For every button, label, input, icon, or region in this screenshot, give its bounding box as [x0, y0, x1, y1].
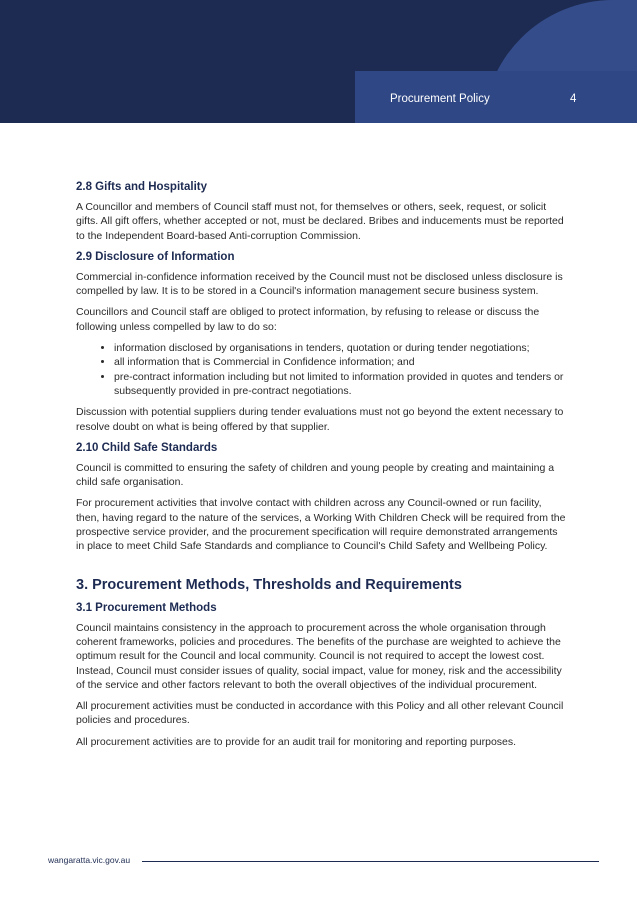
- section-disclosure-information: [76, 250, 566, 434]
- section-heading: 2.9 Disclosure of Information: [76, 250, 235, 263]
- section-heading: 3.1 Procurement Methods: [76, 601, 217, 614]
- paragraph: All procurement activities are to provide for an audit trail for monitoring and reporting purposes.: [76, 735, 517, 748]
- paragraph: All procurement activities must be conducted in accordance with this Policy and all other relevant Council policies and procedures.: [76, 700, 564, 727]
- document-title: Procurement Policy: [390, 93, 490, 105]
- list-item: • all information that is Commercial in Confidence information; and: [114, 355, 566, 369]
- section-procurement-methods-thresholds: [76, 576, 566, 749]
- bullet-list: [76, 341, 566, 398]
- paragraph: Discussion with potential suppliers during tender evaluations must not go beyond the extent necessary to resolve doubt on what is being offered by that supplier.: [76, 406, 564, 433]
- list-item: • pre-contract information including but not limited to information provided in quotes and tenders or subsequently provided in pre-contract negotiations.: [114, 370, 566, 399]
- paragraph: Council is committed to ensuring the safety of children and young people by creating and maintaining a child safe organisation.: [76, 461, 555, 489]
- paragraph: Commercial in-confidence information received by the Council must not be disclosed unless disclosure is compelled by law. It is to be stored in a Council's information management secure business system.: [76, 270, 563, 298]
- section-child-safe-standards: [76, 441, 566, 554]
- paragraph: For procurement activities that involve contact with children across any Council-owned or run facility, then, having regard to the nature of the services, a Working With Children Check will be required from the prospective service provider, and the procurement specification will require demonstrated arrangements in place to meet Child Safe Standards and compliance to Council's Child Safety and Wellbeing Policy.: [76, 497, 566, 553]
- page-number: 4: [570, 93, 577, 105]
- paragraph: A Councillor and members of Council staff must not, for themselves or others, seek, request, or solicit gifts. All gift offers, whether accepted or not, must be declared. Bribes and inducements must be reported to the Independent Board-based Anti-corruption Commission.: [76, 201, 564, 242]
- section-heading: 2.10 Child Safe Standards: [76, 441, 218, 454]
- page-content: [76, 180, 566, 756]
- chapter-heading: 3. Procurement Methods, Thresholds and Requirements: [76, 576, 462, 593]
- footer-url: wangaratta.vic.gov.au: [48, 855, 131, 865]
- paragraph: Councillors and Council staff are obliged to protect information, by refusing to release or discuss the following unless compelled by law to do so:: [76, 306, 540, 333]
- page-header: [0, 0, 637, 123]
- paragraph: Council maintains consistency in the approach to procurement across the whole organisation through coherent frameworks, policies and procedures. The benefits of the purchase are weighted to achieve the optimum result for the Council and local community. Council is not required to accept the lowest cost. Instead, Council must consider issues of quality, social impact, value for money, risk and the accessibility of the service and other factors relevant to both the overall objectives of the individual procurement.: [76, 621, 562, 691]
- footer-divider: [142, 861, 599, 862]
- list-item: • information disclosed by organisations in tenders, quotation or during tender negotiations;: [114, 341, 566, 355]
- section-gifts-hospitality: [76, 180, 566, 243]
- section-heading: 2.8 Gifts and Hospitality: [76, 181, 207, 193]
